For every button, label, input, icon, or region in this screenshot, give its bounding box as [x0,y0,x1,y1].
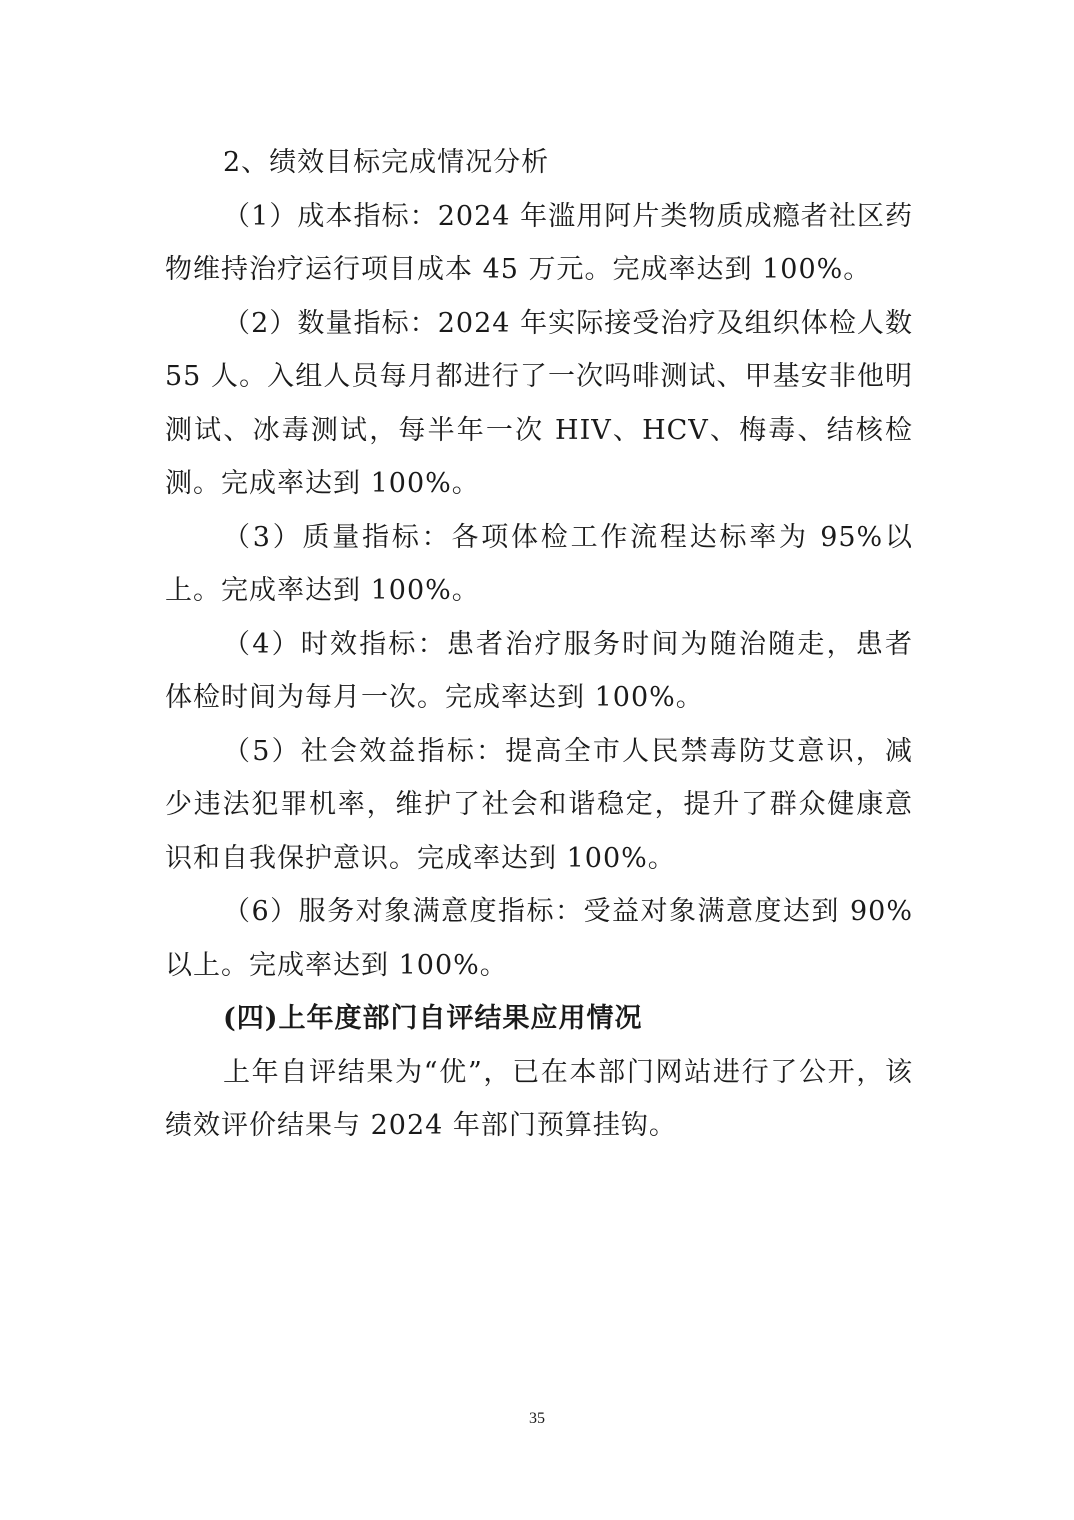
paragraph-social-benefit-indicator: （5）社会效益指标：提高全市人民禁毒防艾意识，减少违法犯罪机率，维护了社会和谐稳定，提升了群众健康意识和自我保护意识。完成率达到 100%。 [165,735,913,874]
document-body [165,136,913,1153]
paragraph-quality-indicator: （3）质量指标：各项体检工作流程达标率为 95%以上。完成率达到 100%。 [165,521,913,606]
paragraph-timeliness-indicator: （4）时效指标：患者治疗服务时间为随治随走，患者体检时间为每月一次。完成率达到 100%。 [165,628,913,713]
paragraph-cost-indicator: （1）成本指标：2024 年滥用阿片类物质成瘾者社区药物维持治疗运行项目成本 45 万元。完成率达到 100%。 [165,200,913,285]
paragraph-quantity-indicator: （2）数量指标：2024 年实际接受治疗及组织体检人数 55 人。入组人员每月都进行了一次吗啡测试、甲基安非他明测试、冰毒测试，每半年一次 HIV、HCV、梅毒、结核检测。完成率达到 100%。 [165,307,913,499]
section-heading-performance-analysis: 2、绩效目标完成情况分析 [223,147,550,178]
page-number: 35 [529,1410,545,1427]
paragraph-satisfaction-indicator: （6）服务对象满意度指标：受益对象满意度达到 90%以上。完成率达到 100%。 [165,896,913,981]
paragraph-previous-year-results: 上年自评结果为“优”，已在本部门网站进行了公开，该绩效评价结果与 2024 年部门预算挂钩。 [165,1056,913,1141]
section-heading-previous-year-results: (四)上年度部门自评结果应用情况 [223,1003,643,1034]
